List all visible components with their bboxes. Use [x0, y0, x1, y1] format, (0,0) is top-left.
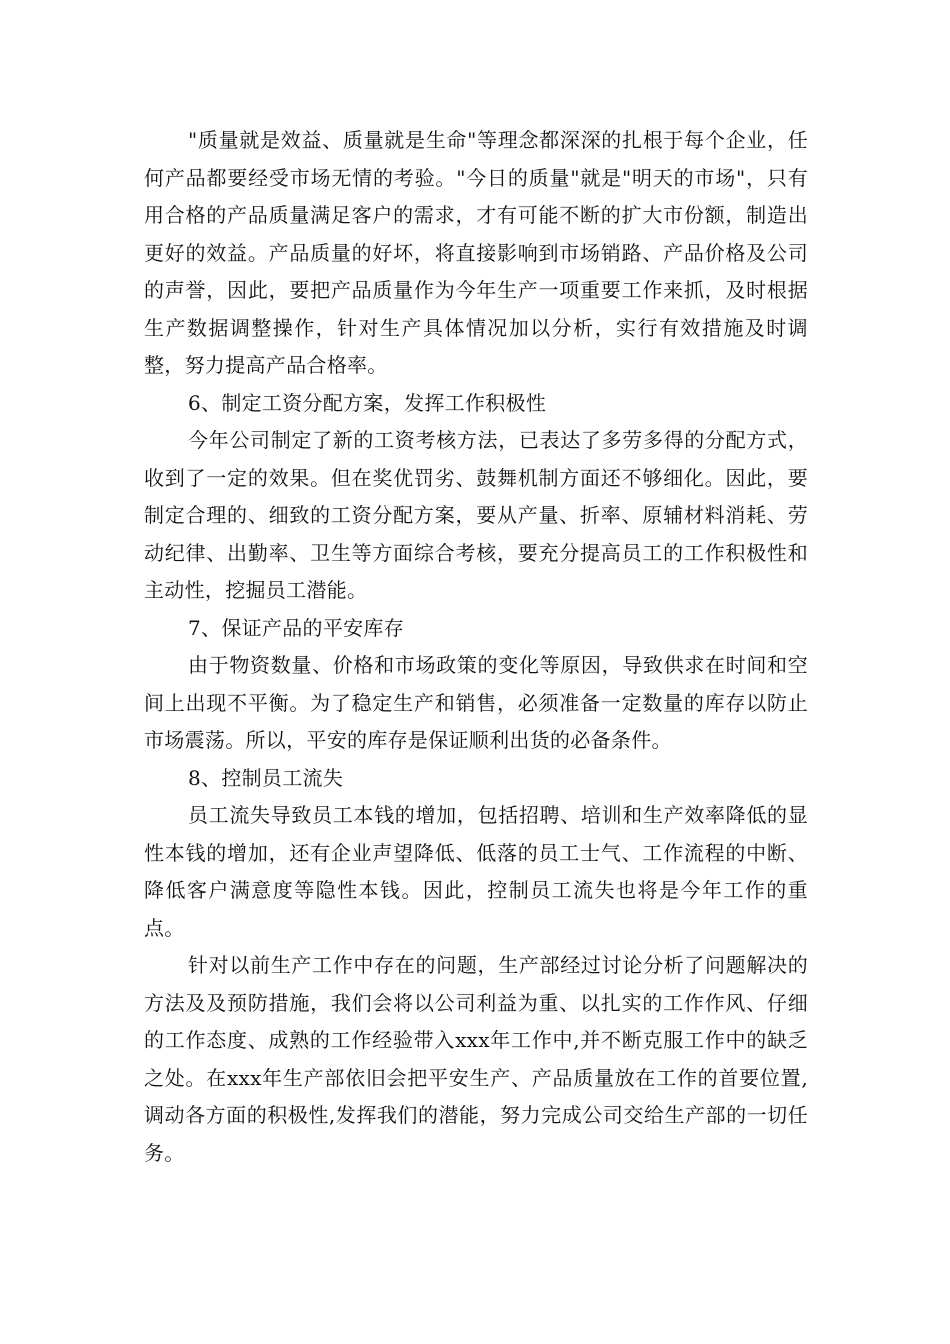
paragraph-conclusion: 针对以前生产工作中存在的问题，生产部经过讨论分析了问题解决的方法及及预防措施，我们会将以公司利益为重、以扎实的工作作风、仔细的工作态度、成熟的工作经验带入xxx年工作中,并不断克服工作中的缺乏之处。在xxx年生产部依旧会把平安生产、产品质量放在工作的首要位置,调动各方面的积极性,发挥我们的潜能，努力完成公司交给生产部的一切任务。: [144, 953, 808, 1165]
document-page: [144, 122, 808, 1172]
paragraph-wage-plan: 今年公司制定了新的工资考核方法，已表达了多劳多得的分配方式，收到了一定的效果。但在奖优罚劣、鼓舞机制方面还不够细化。因此，要制定合理的、细致的工资分配方案，要从产量、折率、原辅材料消耗、劳动纪律、出勤率、卫生等方面综合考核，要充分提高员工的工作积极性和主动性，挖掘员工潜能。: [144, 428, 808, 602]
heading-staff-turnover: 8、控制员工流失: [188, 765, 344, 790]
paragraph-staff-turnover: 员工流失导致员工本钱的增加，包括招聘、培训和生产效率降低的显性本钱的增加，还有企业声望降低、低落的员工士气、工作流程的中断、降低客户满意度等隐性本钱。因此，控制员工流失也将是今年工作的重点。: [144, 803, 808, 940]
paragraph-inventory: 由于物资数量、价格和市场政策的变化等原因，导致供求在时间和空间上出现不平衡。为了稳定生产和销售，必须准备一定数量的库存以防止市场震荡。所以，平安的库存是保证顺利出货的必备条件。: [144, 653, 808, 752]
paragraph-quality: "质量就是效益、质量就是生命"等理念都深深的扎根于每个企业，任何产品都要经受市场无情的考验。"今日的质量"就是"明天的市场"，只有用合格的产品质量满足客户的需求，才有可能不断的扩大市份额，制造出更好的效益。产品质量的好坏，将直接影响到市场销路、产品价格及公司的声誉，因此，要把产品质量作为今年生产一项重要工作来抓，及时根据生产数据调整操作，针对生产具体情况加以分析，实行有效措施及时调整，努力提高产品合格率。: [144, 128, 808, 377]
heading-wage-plan: 6、制定工资分配方案，发挥工作积极性: [188, 390, 547, 415]
heading-inventory: 7、保证产品的平安库存: [188, 615, 405, 640]
